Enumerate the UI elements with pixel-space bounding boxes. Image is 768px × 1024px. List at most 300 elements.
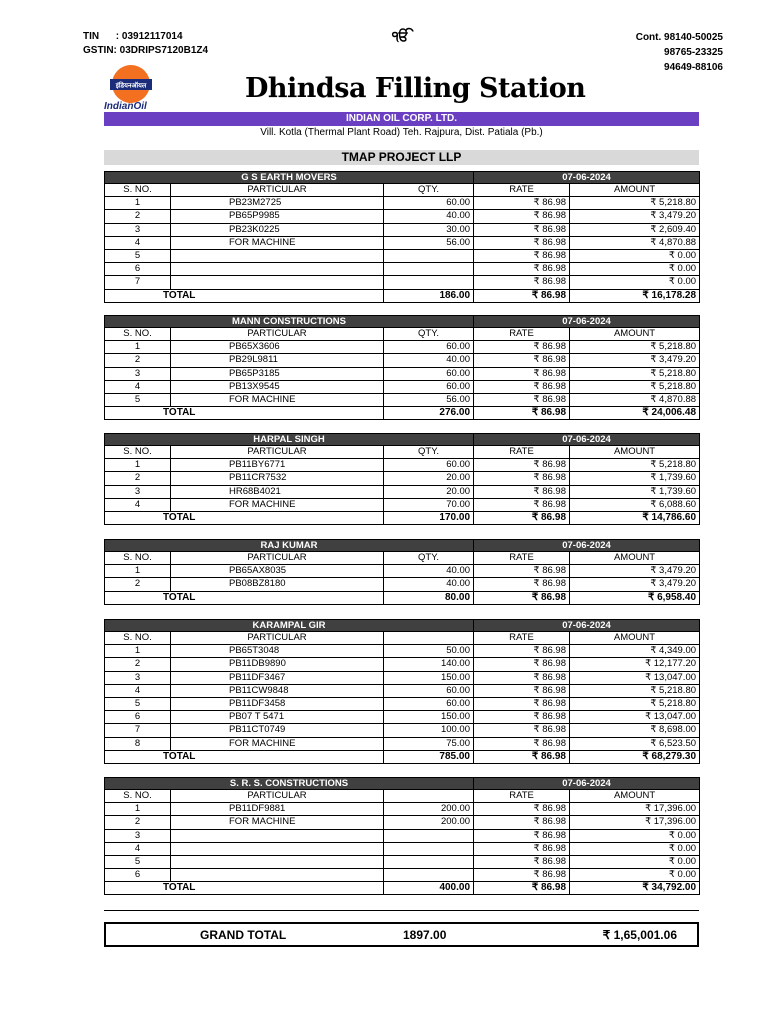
column-header: RATE	[474, 790, 570, 803]
table-row	[105, 565, 700, 578]
column-header-row	[105, 552, 700, 565]
quantity: 60.00	[384, 197, 474, 210]
total-rate: ₹ 86.98	[474, 750, 570, 763]
quantity	[384, 249, 474, 262]
bill-date: 07-06-2024	[474, 316, 700, 328]
serial-number: 4	[105, 498, 171, 511]
serial-number: 6	[105, 263, 171, 276]
station-name: Dhindsa Filling Station	[245, 73, 586, 104]
column-header: AMOUNT	[570, 552, 700, 565]
amount: ₹ 8,698.00	[570, 724, 700, 737]
bill-date: 07-06-2024	[474, 778, 700, 790]
corp-banner: INDIAN OIL CORP. LTD.	[104, 112, 699, 126]
rate: ₹ 86.98	[474, 459, 570, 472]
quantity: 60.00	[384, 684, 474, 697]
quantity: 60.00	[384, 367, 474, 380]
serial-number: 1	[105, 803, 171, 816]
rate: ₹ 86.98	[474, 236, 570, 249]
rate: ₹ 86.98	[474, 816, 570, 829]
table-row	[105, 263, 700, 276]
quantity: 150.00	[384, 711, 474, 724]
amount: ₹ 12,177.20	[570, 658, 700, 671]
quantity	[384, 869, 474, 882]
vehicle-particular: PB11BY6771	[171, 459, 384, 472]
column-header: PARTICULAR	[171, 632, 384, 645]
vehicle-particular: PB11CW9848	[171, 684, 384, 697]
table-row	[105, 223, 700, 236]
amount: ₹ 0.00	[570, 855, 700, 868]
customer-table	[104, 315, 700, 420]
rate: ₹ 86.98	[474, 472, 570, 485]
serial-number: 5	[105, 855, 171, 868]
table-title-row	[105, 434, 700, 446]
table-title-row	[105, 778, 700, 790]
serial-number: 6	[105, 711, 171, 724]
quantity: 60.00	[384, 459, 474, 472]
amount: ₹ 3,479.20	[570, 578, 700, 591]
total-rate: ₹ 86.98	[474, 407, 570, 420]
rate: ₹ 86.98	[474, 223, 570, 236]
quantity: 56.00	[384, 236, 474, 249]
customer-table	[104, 433, 700, 525]
quantity: 200.00	[384, 803, 474, 816]
amount: ₹ 0.00	[570, 263, 700, 276]
vehicle-particular: HR68B4021	[171, 485, 384, 498]
table-row	[105, 803, 700, 816]
column-header: AMOUNT	[570, 632, 700, 645]
vehicle-particular: PB29L9811	[171, 354, 384, 367]
quantity: 50.00	[384, 645, 474, 658]
column-header: RATE	[474, 632, 570, 645]
customer-table	[104, 619, 700, 764]
amount: ₹ 5,218.80	[570, 697, 700, 710]
column-header: RATE	[474, 184, 570, 197]
vehicle-particular: FOR MACHINE	[171, 737, 384, 750]
serial-number: 5	[105, 393, 171, 406]
vehicle-particular: PB11DF3458	[171, 697, 384, 710]
table-title-row	[105, 620, 700, 632]
column-header: S. NO.	[105, 552, 171, 565]
total-row	[105, 882, 700, 895]
quantity: 40.00	[384, 354, 474, 367]
rate: ₹ 86.98	[474, 842, 570, 855]
quantity: 40.00	[384, 565, 474, 578]
total-label: TOTAL	[105, 882, 384, 895]
column-header: S. NO.	[105, 790, 171, 803]
rate: ₹ 86.98	[474, 671, 570, 684]
quantity: 70.00	[384, 498, 474, 511]
column-header-row	[105, 328, 700, 341]
quantity	[384, 855, 474, 868]
column-header: RATE	[474, 446, 570, 459]
table-row	[105, 816, 700, 829]
table-row	[105, 842, 700, 855]
quantity	[384, 263, 474, 276]
total-quantity: 276.00	[384, 407, 474, 420]
vehicle-particular: FOR MACHINE	[171, 816, 384, 829]
rate: ₹ 86.98	[474, 565, 570, 578]
quantity: 30.00	[384, 223, 474, 236]
table-row	[105, 341, 700, 354]
table-row	[105, 737, 700, 750]
quantity: 60.00	[384, 380, 474, 393]
table-row	[105, 236, 700, 249]
column-header: AMOUNT	[570, 328, 700, 341]
quantity: 60.00	[384, 697, 474, 710]
total-quantity: 80.00	[384, 591, 474, 604]
table-title-row	[105, 540, 700, 552]
contact-block	[636, 30, 723, 75]
amount: ₹ 5,218.80	[570, 197, 700, 210]
gstin-text: GSTIN: 03DRIPS7120B1Z4	[83, 45, 209, 56]
rate: ₹ 86.98	[474, 578, 570, 591]
vehicle-particular	[171, 842, 384, 855]
total-label: TOTAL	[105, 750, 384, 763]
customer-name: MANN CONSTRUCTIONS	[105, 316, 474, 328]
vehicle-particular: PB65X3606	[171, 341, 384, 354]
station-address: Vill. Kotla (Thermal Plant Road) Teh. Rajpura, Dist. Patiala (Pb.)	[260, 127, 543, 138]
vehicle-particular	[171, 869, 384, 882]
column-header: QTY.	[384, 328, 474, 341]
rate: ₹ 86.98	[474, 697, 570, 710]
column-header-row	[105, 632, 700, 645]
table-row	[105, 380, 700, 393]
serial-number: 2	[105, 472, 171, 485]
serial-number: 4	[105, 236, 171, 249]
amount: ₹ 5,218.80	[570, 367, 700, 380]
column-header	[384, 632, 474, 645]
total-rate: ₹ 86.98	[474, 591, 570, 604]
vehicle-particular	[171, 276, 384, 289]
serial-number: 1	[105, 197, 171, 210]
rate: ₹ 86.98	[474, 210, 570, 223]
customer-name: RAJ KUMAR	[105, 540, 474, 552]
rate: ₹ 86.98	[474, 249, 570, 262]
total-amount: ₹ 68,279.30	[570, 750, 700, 763]
serial-number: 5	[105, 697, 171, 710]
religious-mark: ੴ	[392, 29, 410, 45]
contact-line: 98765-23325	[664, 47, 723, 58]
serial-number: 6	[105, 869, 171, 882]
customer-name: S. R. S. CONSTRUCTIONS	[105, 778, 474, 790]
amount: ₹ 1,739.60	[570, 472, 700, 485]
rate: ₹ 86.98	[474, 869, 570, 882]
divider	[104, 910, 699, 911]
amount: ₹ 4,349.00	[570, 645, 700, 658]
serial-number: 1	[105, 645, 171, 658]
rate: ₹ 86.98	[474, 855, 570, 868]
table-row	[105, 210, 700, 223]
amount: ₹ 3,479.20	[570, 210, 700, 223]
vehicle-particular: PB23K0225	[171, 223, 384, 236]
logo-brand-text: IndianOil	[104, 101, 147, 112]
table-row	[105, 855, 700, 868]
table-row	[105, 354, 700, 367]
total-row	[105, 591, 700, 604]
amount: ₹ 0.00	[570, 829, 700, 842]
total-row	[105, 750, 700, 763]
bill-date: 07-06-2024	[474, 434, 700, 446]
total-amount: ₹ 34,792.00	[570, 882, 700, 895]
total-quantity: 186.00	[384, 289, 474, 302]
vehicle-particular	[171, 855, 384, 868]
total-amount: ₹ 16,178.28	[570, 289, 700, 302]
table-row	[105, 276, 700, 289]
amount: ₹ 17,396.00	[570, 816, 700, 829]
rate: ₹ 86.98	[474, 724, 570, 737]
rate: ₹ 86.98	[474, 498, 570, 511]
amount: ₹ 5,218.80	[570, 459, 700, 472]
column-header	[384, 790, 474, 803]
table-row	[105, 869, 700, 882]
rate: ₹ 86.98	[474, 380, 570, 393]
total-row	[105, 407, 700, 420]
vehicle-particular: FOR MACHINE	[171, 236, 384, 249]
quantity: 20.00	[384, 485, 474, 498]
table-row	[105, 393, 700, 406]
table-row	[105, 829, 700, 842]
column-header: PARTICULAR	[171, 552, 384, 565]
table-row	[105, 498, 700, 511]
column-header: RATE	[474, 552, 570, 565]
project-title: TMAP PROJECT LLP	[104, 150, 699, 165]
column-header: PARTICULAR	[171, 446, 384, 459]
amount: ₹ 0.00	[570, 869, 700, 882]
quantity	[384, 842, 474, 855]
contact-line: 94649-88106	[664, 62, 723, 73]
table-row	[105, 197, 700, 210]
table-title-row	[105, 316, 700, 328]
quantity: 60.00	[384, 341, 474, 354]
table-row	[105, 645, 700, 658]
serial-number: 4	[105, 684, 171, 697]
amount: ₹ 2,609.40	[570, 223, 700, 236]
table-row	[105, 367, 700, 380]
vehicle-particular: PB13X9545	[171, 380, 384, 393]
quantity: 40.00	[384, 578, 474, 591]
rate: ₹ 86.98	[474, 393, 570, 406]
vehicle-particular: PB11CT0749	[171, 724, 384, 737]
serial-number: 4	[105, 842, 171, 855]
column-header: QTY.	[384, 552, 474, 565]
total-label: TOTAL	[105, 511, 384, 524]
rate: ₹ 86.98	[474, 658, 570, 671]
column-header: PARTICULAR	[171, 184, 384, 197]
column-header-row	[105, 446, 700, 459]
grand-total-label: GRAND TOTAL	[200, 928, 287, 942]
grand-total-amount: ₹ 1,65,001.06	[602, 928, 677, 942]
table-row	[105, 249, 700, 262]
bill-date: 07-06-2024	[474, 620, 700, 632]
column-header: PARTICULAR	[171, 328, 384, 341]
rate: ₹ 86.98	[474, 737, 570, 750]
amount: ₹ 4,870.88	[570, 393, 700, 406]
amount: ₹ 4,870.88	[570, 236, 700, 249]
column-header: QTY.	[384, 184, 474, 197]
quantity: 20.00	[384, 472, 474, 485]
serial-number: 2	[105, 354, 171, 367]
total-amount: ₹ 6,958.40	[570, 591, 700, 604]
total-quantity: 170.00	[384, 511, 474, 524]
serial-number: 3	[105, 367, 171, 380]
table-title-row	[105, 172, 700, 184]
column-header: S. NO.	[105, 184, 171, 197]
vehicle-particular: PB65T3048	[171, 645, 384, 658]
amount: ₹ 0.00	[570, 249, 700, 262]
rate: ₹ 86.98	[474, 803, 570, 816]
vehicle-particular: PB11DF3467	[171, 671, 384, 684]
amount: ₹ 6,523.50	[570, 737, 700, 750]
amount: ₹ 5,218.80	[570, 380, 700, 393]
customer-name: HARPAL SINGH	[105, 434, 474, 446]
total-rate: ₹ 86.98	[474, 511, 570, 524]
column-header: RATE	[474, 328, 570, 341]
amount: ₹ 3,479.20	[570, 565, 700, 578]
column-header-row	[105, 184, 700, 197]
vehicle-particular	[171, 263, 384, 276]
customer-table	[104, 777, 700, 895]
quantity: 75.00	[384, 737, 474, 750]
serial-number: 4	[105, 380, 171, 393]
customer-name: KARAMPAL GIR	[105, 620, 474, 632]
customer-table	[104, 539, 700, 605]
quantity: 200.00	[384, 816, 474, 829]
total-row	[105, 289, 700, 302]
vehicle-particular: FOR MACHINE	[171, 393, 384, 406]
serial-number: 2	[105, 658, 171, 671]
quantity: 150.00	[384, 671, 474, 684]
vehicle-particular: PB23M2725	[171, 197, 384, 210]
amount: ₹ 6,088.60	[570, 498, 700, 511]
amount: ₹ 1,739.60	[570, 485, 700, 498]
table-row	[105, 485, 700, 498]
amount: ₹ 5,218.80	[570, 341, 700, 354]
rate: ₹ 86.98	[474, 367, 570, 380]
vehicle-particular	[171, 249, 384, 262]
vehicle-particular: PB65P3185	[171, 367, 384, 380]
rate: ₹ 86.98	[474, 684, 570, 697]
serial-number: 3	[105, 829, 171, 842]
total-quantity: 400.00	[384, 882, 474, 895]
vehicle-particular: PB11CR7532	[171, 472, 384, 485]
tin-text: TIN : 03912117014	[83, 31, 183, 42]
table-row	[105, 697, 700, 710]
column-header-row	[105, 790, 700, 803]
tax-ids	[83, 30, 208, 58]
amount: ₹ 17,396.00	[570, 803, 700, 816]
table-row	[105, 684, 700, 697]
serial-number: 2	[105, 578, 171, 591]
table-row	[105, 472, 700, 485]
serial-number: 8	[105, 737, 171, 750]
vehicle-particular: PB11DF9881	[171, 803, 384, 816]
quantity	[384, 829, 474, 842]
amount: ₹ 3,479.20	[570, 354, 700, 367]
amount: ₹ 0.00	[570, 842, 700, 855]
serial-number: 3	[105, 671, 171, 684]
bill-date: 07-06-2024	[474, 540, 700, 552]
vehicle-particular	[171, 829, 384, 842]
rate: ₹ 86.98	[474, 263, 570, 276]
total-label: TOTAL	[105, 289, 384, 302]
quantity: 56.00	[384, 393, 474, 406]
column-header: S. NO.	[105, 328, 171, 341]
total-rate: ₹ 86.98	[474, 289, 570, 302]
column-header: S. NO.	[105, 632, 171, 645]
quantity: 140.00	[384, 658, 474, 671]
serial-number: 5	[105, 249, 171, 262]
rate: ₹ 86.98	[474, 829, 570, 842]
total-quantity: 785.00	[384, 750, 474, 763]
rate: ₹ 86.98	[474, 711, 570, 724]
serial-number: 1	[105, 565, 171, 578]
column-header: AMOUNT	[570, 184, 700, 197]
total-row	[105, 511, 700, 524]
total-amount: ₹ 14,786.60	[570, 511, 700, 524]
total-label: TOTAL	[105, 407, 384, 420]
amount: ₹ 13,047.00	[570, 711, 700, 724]
table-row	[105, 578, 700, 591]
rate: ₹ 86.98	[474, 197, 570, 210]
table-row	[105, 658, 700, 671]
serial-number: 7	[105, 724, 171, 737]
quantity: 40.00	[384, 210, 474, 223]
quantity	[384, 276, 474, 289]
table-row	[105, 711, 700, 724]
rate: ₹ 86.98	[474, 276, 570, 289]
column-header: PARTICULAR	[171, 790, 384, 803]
rate: ₹ 86.98	[474, 645, 570, 658]
column-header: QTY.	[384, 446, 474, 459]
vehicle-particular: PB65P9985	[171, 210, 384, 223]
quantity: 100.00	[384, 724, 474, 737]
table-row	[105, 459, 700, 472]
grand-total-box	[104, 922, 699, 947]
vehicle-particular: PB08BZ8180	[171, 578, 384, 591]
serial-number: 3	[105, 223, 171, 236]
logo-hindi-text: इंडियनऑयल	[115, 81, 147, 90]
serial-number: 1	[105, 459, 171, 472]
total-rate: ₹ 86.98	[474, 882, 570, 895]
vehicle-particular: FOR MACHINE	[171, 498, 384, 511]
contact-line: Cont. 98140-50025	[635, 32, 723, 43]
customer-table	[104, 171, 700, 303]
vehicle-particular: PB11DB9890	[171, 658, 384, 671]
rate: ₹ 86.98	[474, 485, 570, 498]
total-label: TOTAL	[105, 591, 384, 604]
bill-date: 07-06-2024	[474, 172, 700, 184]
vehicle-particular: PB07 T 5471	[171, 711, 384, 724]
vehicle-particular: PB65AX8035	[171, 565, 384, 578]
column-header: AMOUNT	[570, 790, 700, 803]
amount: ₹ 5,218.80	[570, 684, 700, 697]
serial-number: 1	[105, 341, 171, 354]
serial-number: 2	[105, 210, 171, 223]
amount: ₹ 0.00	[570, 276, 700, 289]
customer-name: G S EARTH MOVERS	[105, 172, 474, 184]
table-row	[105, 671, 700, 684]
column-header: S. NO.	[105, 446, 171, 459]
serial-number: 3	[105, 485, 171, 498]
rate: ₹ 86.98	[474, 341, 570, 354]
table-row	[105, 724, 700, 737]
amount: ₹ 13,047.00	[570, 671, 700, 684]
grand-total-qty: 1897.00	[403, 928, 447, 942]
serial-number: 2	[105, 816, 171, 829]
total-amount: ₹ 24,006.48	[570, 407, 700, 420]
serial-number: 7	[105, 276, 171, 289]
rate: ₹ 86.98	[474, 354, 570, 367]
